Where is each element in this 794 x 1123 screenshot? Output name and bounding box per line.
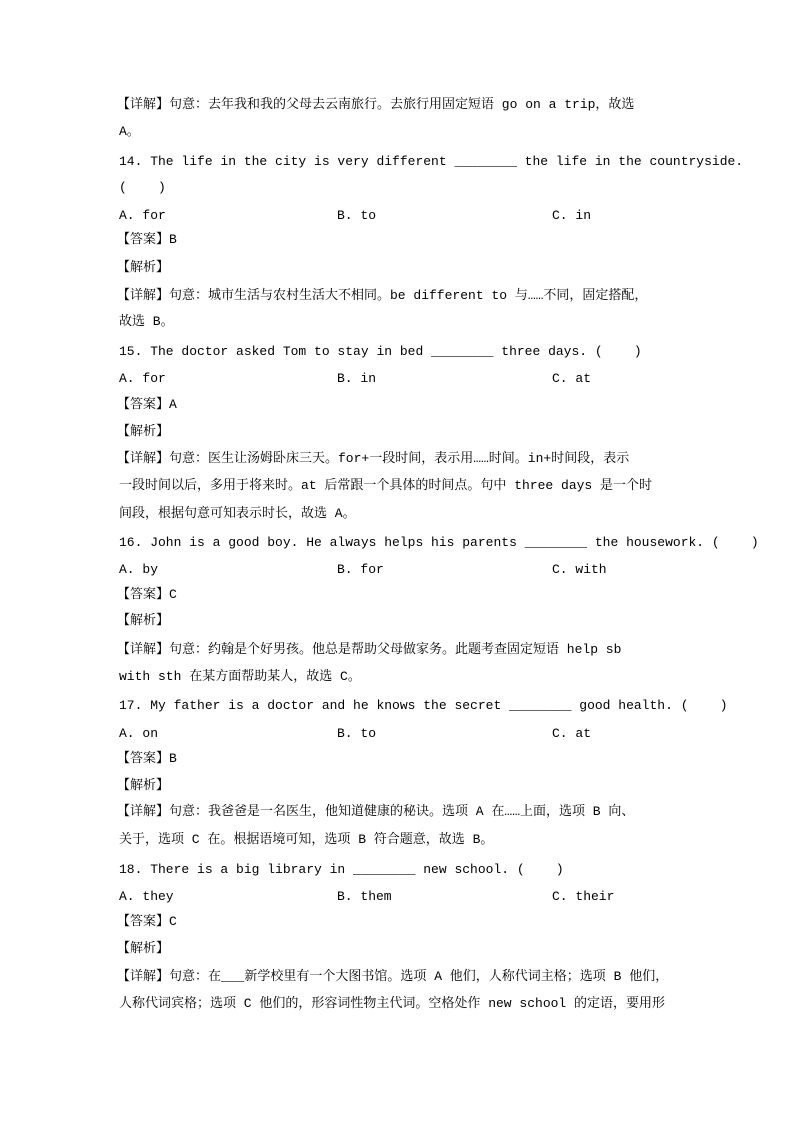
explanation-line: 【详解】句意：去年我和我的父母去云南旅行。去旅行用固定短语 go on a trip，故选 bbox=[117, 97, 635, 112]
option-b: B. them bbox=[337, 889, 392, 904]
option-a: A. for bbox=[119, 371, 166, 386]
answer-label: 【答案】B bbox=[117, 751, 177, 766]
option-c: C. with bbox=[552, 562, 607, 577]
explanation-line: 【详解】句意：城市生活与农村生活大不相同。be different to 与……不同，固定搭配， bbox=[117, 288, 648, 303]
explanation-line: A。 bbox=[119, 124, 140, 139]
explanation-line: 【详解】句意：约翰是个好男孩。他总是帮助父母做家务。此题考查固定短语 help sb bbox=[117, 642, 622, 657]
option-a: A. for bbox=[119, 208, 166, 223]
option-c: C. at bbox=[552, 726, 592, 741]
question-18: 18. There is a big library in ________ new school. ( ) bbox=[119, 862, 564, 877]
analysis-label: 【解析】 bbox=[117, 613, 170, 628]
explanation-line: 【详解】句意：在___新学校里有一个大图书馆。选项 A 他们，人称代词主格；选项 B 他们， bbox=[117, 969, 669, 984]
analysis-label: 【解析】 bbox=[117, 424, 170, 439]
option-b: B. to bbox=[337, 208, 377, 223]
analysis-label: 【解析】 bbox=[117, 778, 170, 793]
option-a: A. they bbox=[119, 889, 174, 904]
question-14-bracket: ( ) bbox=[119, 180, 166, 195]
explanation-line: 故选 B。 bbox=[119, 314, 174, 329]
explanation-line: 间段，根据句意可知表示时长，故选 A。 bbox=[119, 506, 356, 521]
explanation-line: 人称代词宾格；选项 C 他们的，形容词性物主代词。空格处作 new school 的定语，要用形 bbox=[119, 996, 666, 1011]
explanation-line: 【详解】句意：我爸爸是一名医生，他知道健康的秘诀。选项 A 在……上面，选项 B 向、 bbox=[117, 804, 635, 819]
analysis-label: 【解析】 bbox=[117, 941, 170, 956]
option-c: C. at bbox=[552, 371, 592, 386]
option-a: A. on bbox=[119, 726, 159, 741]
question-17: 17. My father is a doctor and he knows the secret ________ good health. ( ) bbox=[119, 698, 728, 713]
explanation-line: with sth 在某方面帮助某人，故选 C。 bbox=[119, 669, 361, 684]
explanation-line: 关于，选项 C 在。根据语境可知，选项 B 符合题意，故选 B。 bbox=[119, 832, 494, 847]
option-b: B. for bbox=[337, 562, 384, 577]
answer-label: 【答案】A bbox=[117, 397, 177, 412]
answer-label: 【答案】B bbox=[117, 232, 177, 247]
question-16: 16. John is a good boy. He always helps his parents ________ the housework. ( ) bbox=[119, 535, 759, 550]
explanation-line: 【详解】句意：医生让汤姆卧床三天。for+一段时间，表示用……时间。in+时间段，表示 bbox=[117, 451, 630, 466]
option-b: B. in bbox=[337, 371, 377, 386]
option-c: C. in bbox=[552, 208, 592, 223]
question-14: 14. The life in the city is very different ________ the life in the countryside. bbox=[119, 154, 744, 169]
answer-label: 【答案】C bbox=[117, 914, 177, 929]
option-a: A. by bbox=[119, 562, 159, 577]
option-b: B. to bbox=[337, 726, 377, 741]
option-c: C. their bbox=[552, 889, 615, 904]
answer-label: 【答案】C bbox=[117, 587, 177, 602]
question-15: 15. The doctor asked Tom to stay in bed ________ three days. ( ) bbox=[119, 344, 642, 359]
analysis-label: 【解析】 bbox=[117, 260, 170, 275]
explanation-line: 一段时间以后，多用于将来时。at 后常跟一个具体的时间点。句中 three days 是一个时 bbox=[119, 478, 653, 493]
